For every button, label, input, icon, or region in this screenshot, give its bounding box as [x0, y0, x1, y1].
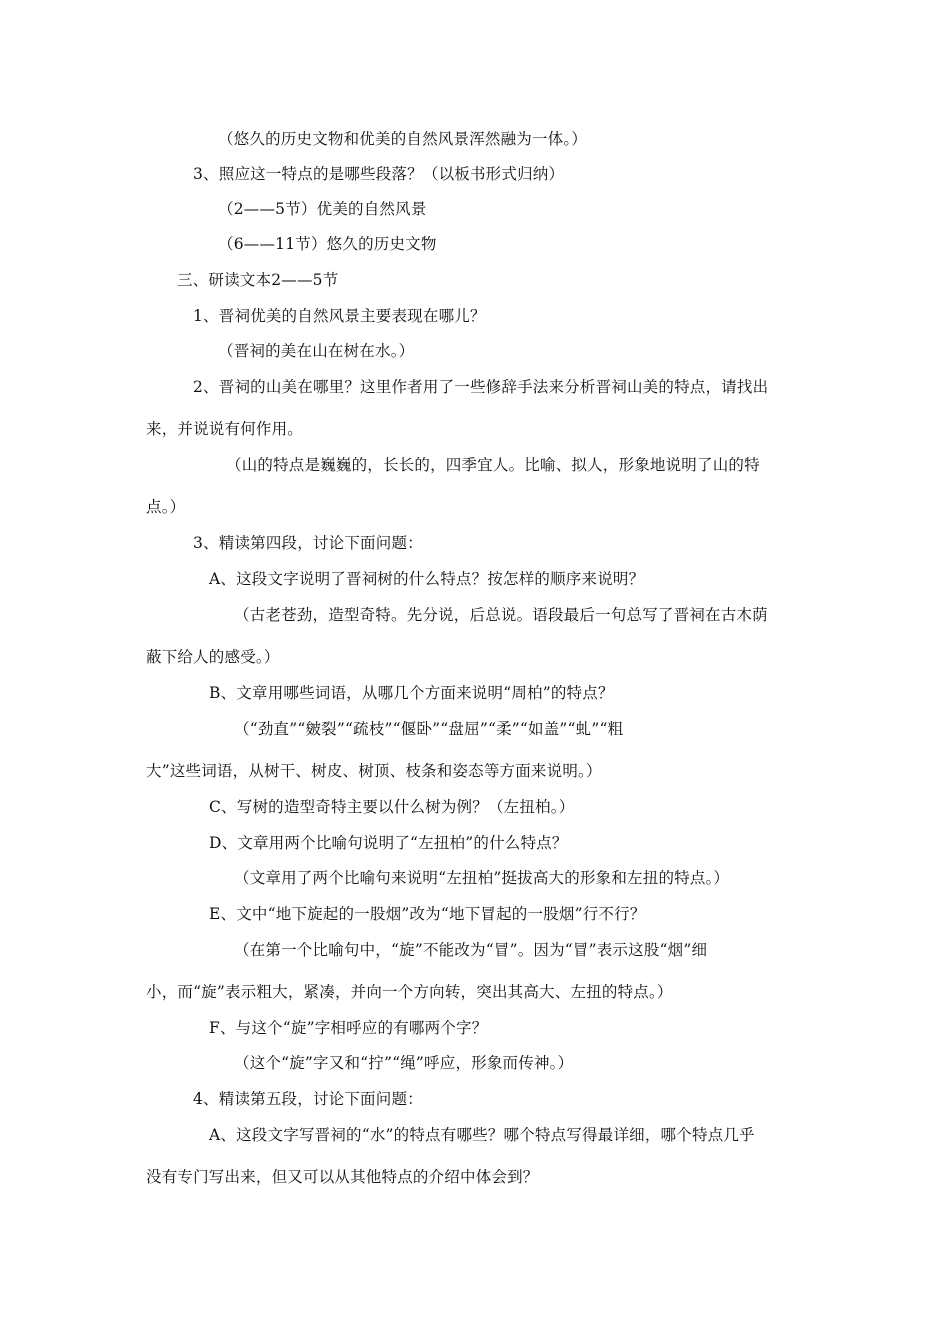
- answer-text: （在第一个比喻句中，“旋”不能改为“冒”。因为“冒”表示这股“烟”细: [234, 941, 708, 959]
- question-text: 没有专门写出来，但又可以从其他特点的介绍中体会到？: [146, 1168, 539, 1186]
- question-text: 3、照应这一特点的是哪些段落？（以板书形式归纳）: [193, 165, 565, 183]
- answer-text: （文章用了两个比喻句来说明“左扭柏”挺拔高大的形象和左扭的特点。）: [234, 869, 730, 887]
- answer-text: 大”这些词语，从树干、树皮、树顶、枝条和姿态等方面来说明。）: [146, 762, 602, 780]
- question-text: D、文章用两个比喻句说明了“左扭柏”的什么特点？: [209, 834, 568, 852]
- section-heading: 三、研读文本2——5节: [177, 271, 339, 289]
- question-text: A、这段文字说明了晋祠树的什么特点？按怎样的顺序来说明？: [209, 570, 645, 588]
- section-summary: （6——11节）悠久的历史文物: [218, 235, 437, 253]
- section-summary: （2——5节）优美的自然风景: [218, 200, 427, 218]
- question-text: A、这段文字写晋祠的“水”的特点有哪些？哪个特点写得最详细，哪个特点几乎: [209, 1126, 755, 1144]
- question-text: 来，并说说有何作用。: [146, 420, 304, 438]
- answer-text: 点。）: [146, 498, 186, 516]
- answer-text: （“劲直”“皴裂”“疏枝”“偃卧”“盘屈”“柔”“如盖”“虬”“粗: [234, 720, 624, 738]
- answer-text: （古老苍劲，造型奇特。先分说，后总说。语段最后一句总写了晋祠在古木荫: [234, 606, 768, 624]
- answer-text: 小，而“旋”表示粗大，紧凑，并向一个方向转，突出其高大、左扭的特点。）: [146, 983, 673, 1001]
- question-text: B、文章用哪些词语，从哪几个方面来说明“周柏”的特点？: [209, 684, 614, 702]
- answer-text: （这个“旋”字又和“拧”“绳”呼应，形象而传神。）: [234, 1054, 574, 1072]
- answer-text: （晋祠的美在山在树在水。）: [218, 342, 415, 360]
- question-text: 2、晋祠的山美在哪里？这里作者用了一些修辞手法来分析晋祠山美的特点，请找出: [193, 378, 769, 396]
- answer-text: 蔽下给人的感受。）: [146, 648, 280, 666]
- question-text: 1、晋祠优美的自然风景主要表现在哪儿？: [193, 307, 486, 325]
- question-text: F、与这个“旋”字相呼应的有哪两个字？: [209, 1019, 488, 1037]
- question-text: C、写树的造型奇特主要以什么树为例？（左扭柏。）: [209, 798, 575, 816]
- answer-text: （悠久的历史文物和优美的自然风景浑然融为一体。）: [218, 130, 588, 148]
- answer-text: （山的特点是巍巍的，长长的，四季宜人。比喻、拟人，形象地说明了山的特: [226, 456, 760, 474]
- question-text: E、文中“地下旋起的一股烟”改为“地下冒起的一股烟”行不行？: [209, 905, 646, 923]
- question-text: 3、精读第四段，讨论下面问题：: [193, 534, 423, 552]
- question-text: 4、精读第五段，讨论下面问题：: [193, 1090, 423, 1108]
